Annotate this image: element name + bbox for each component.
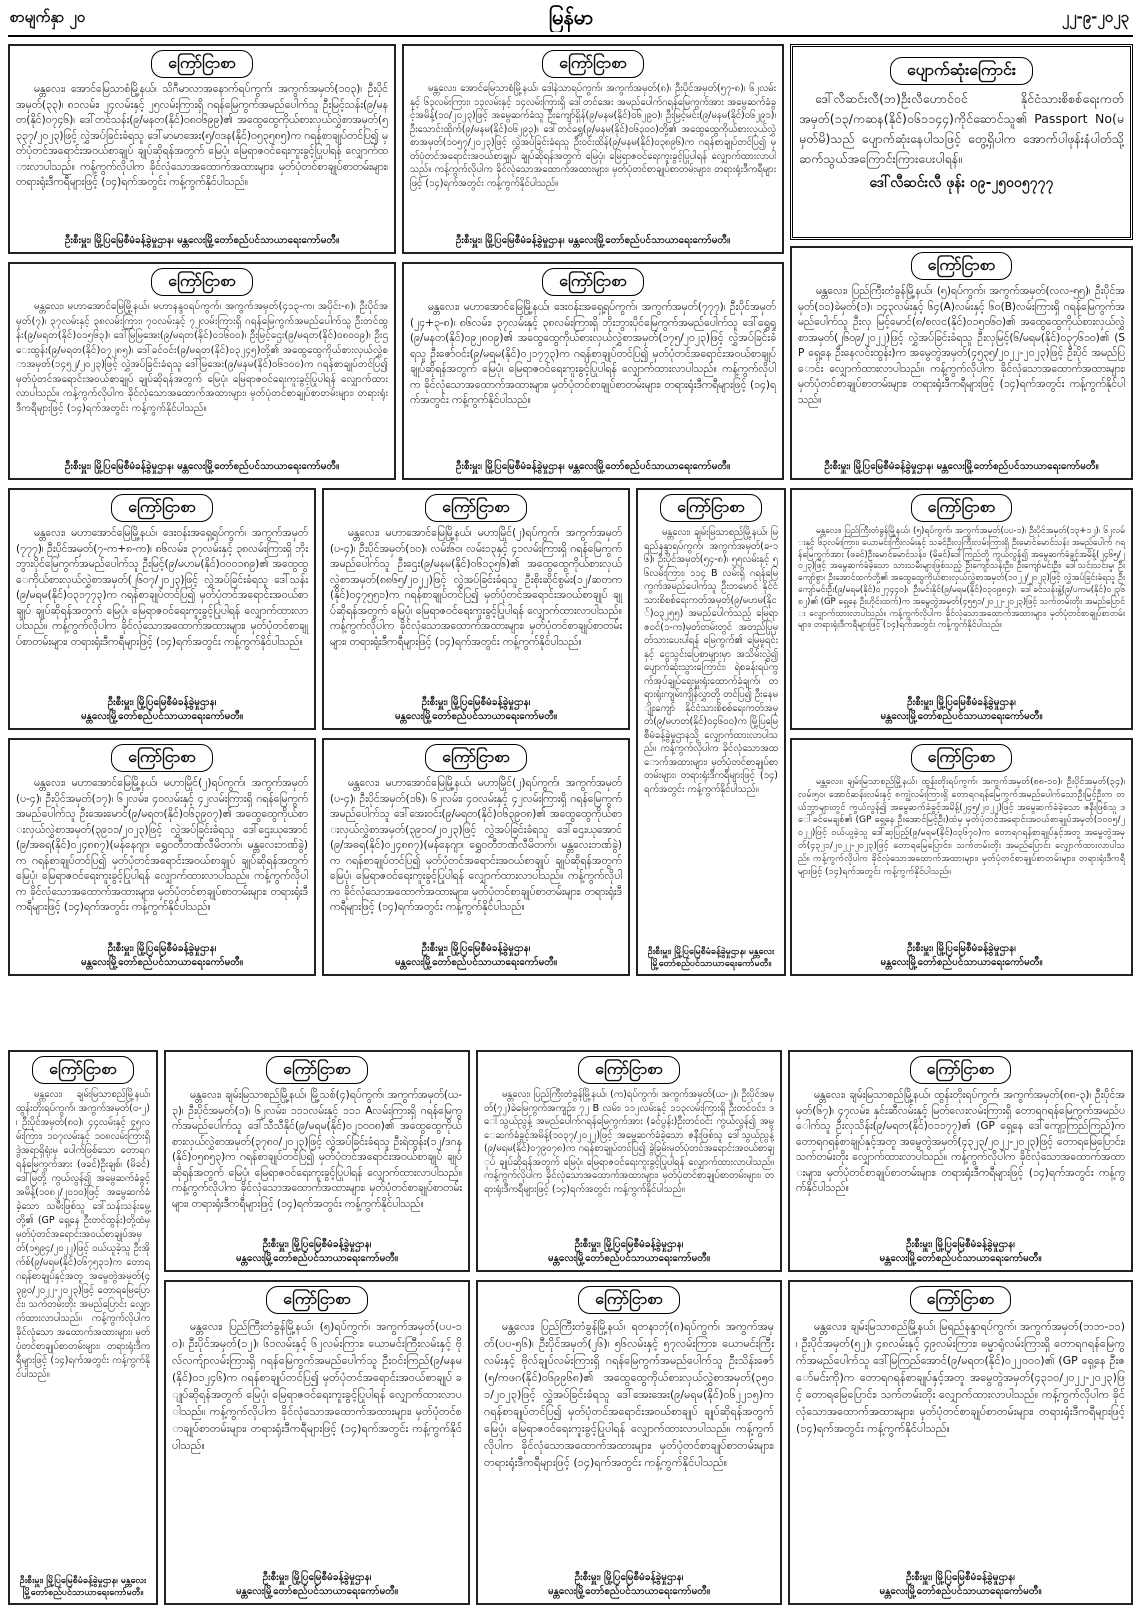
notice-signature-line-1: ဦးစီးမှူး၊ မြို့ပြမြေစီမံခန့်ခွဲမှုဌာန၊ bbox=[262, 1572, 372, 1583]
notice-body: မန္တလေး၊ ပြည်ကြီးတံခွန်မြို့နယ်၊ (၅)ရပ်ကွက်၊ အကွက်အမှတ်(ပပ-၁)၊ ဦးပိုင်အမှတ်(၁၃+၁၂)၊ ၆၂လမ်းနှင့် ၆၃လမ်းကြား၊ ယောမင်းကြီးလမ်းနှင့် သခင်ဦးလှကြီးလမ်းကြားရှိ ဦးမောင်မောင်သန်း အမည်ပေါက် ဂရန်မြေကွက်အား (ဖခင်)ဦးမောင်မောင်သန်း၊ (မိခင်)ဒေါ်ကြည်တို့ ကွယ်လွန်၍ အမွေဆက်ခံခွင့်အမိန့်(၂၄၆၅/၂၀၂၃)ဖြင့် အမွေဆက်ခံခဲ့သော သားသမီးများဖြစ်သည့် ဦးကျော်သန်းဦး၊ ဦးကျော်မင်းဦး၊ ဒေါ်သင်းသင်းမူ၊ ဦးကျော်စွာ၊ ဦးအောင်ထက်တို့၏ အထွေထွေကိုယ်စားလှယ်လွှဲစာအမှတ်(၁၀၂၂/၂၀၂၃)ဖြင့် လွှဲအပ်ခြင်းခံရသူ ဦးကျော်မင်းဦး(၉/မရမ(နိုင်)၀၂၇၄၄၀)၊ ဦးမင်းနိုင်(၉/မရမ(နိုင်)၀၃၀၉၈၄)၊ ဒေါ်ခင်သန်းနွဲ့(၉/ပကမ(နိုင်)၀၂၃၆၈၂)၏ (GP ရှေ့နေ ဦးဟိုင်းထက်)က အမွေတွဲအမှတ်(၄၅၅၁/၂၀၂၂-၂၀၂၃)ဖြင့် သက်တမ်းတိုး အမည်ပြောင်း လျှောက်ထားလာပါသည်။ ကန့်ကွက်လိုပါက ခိုင်လုံသောအထောက်အထားများ၊ မှတ်ပုံတင်စာချုပ်စာတမ်းများ၊ တရားရုံးဒီကရီများဖြင့် (၁၄)ရက်အတွင်း ကန့်ကွက်နိုင်ပါသည်။ bbox=[798, 526, 1125, 631]
notice-title: ကြော်ငြာစာ bbox=[425, 494, 527, 522]
notice-11 bbox=[322, 738, 630, 976]
notice-title: ကြော်ငြာစာ bbox=[151, 268, 253, 296]
notice-title: ကြော်ငြာစာ bbox=[151, 50, 253, 78]
lost-notice bbox=[790, 44, 1133, 240]
lost-notice-title: ပျောက်ဆုံးကြောင်း bbox=[890, 57, 1033, 85]
notice-10 bbox=[8, 738, 316, 976]
notice-body: မန္တလေး၊ ချမ်းမြသာစည်မြို့နယ်၊ မြရည်နန္ဒာရပ်ကွက်၊ အကွက်အမှတ်(ခ-၁၆)၊ ဦးပိုင်အမှတ်(၅၄-၈)၊ ၅၅လမ်းနှင့် ၅၆လမ်းကြား၊ ၁၁၄ B လမ်းရှိ ဂရန်မြေကွက်အမည်ပေါက်သူ ဦးဘမောင် နိုင်ငံသားစိစစ်ရေးကတ်အမှတ်(၉/မဟမ(နိုင်)၀၃၂၅၅) အမည်ပေါက်သည့် မြေရာဇဝင်(၁-က)မှတ်တမ်းတွင် အတည်ပြုမှတ်သားပေးပါရန် မြေကွက်၏ မြေမူရင်းနှင့် ငွေသွင်းပြေစာများမှာ အသိမ်းလွှဲ၍ ပျောက်ဆုံးသွားကြောင်း၊ ရဲစခန်းရပ်ကွက်အုပ်ချုပ်ရေးမှူးရုံးထောက်ခံချက်၊ တရားရုံးကျမ်းကျိန်လွှာတို့ တင်ပြ၍ ဦးနေမျိုးကျော် နိုင်ငံသားစိစစ်ရေးကတ်အမှတ်(၉/မဟတ(နိုင်)၀၄၆၀၀)က မြို့ပြမြေစီမံခန့်ခွဲမှုဌာနသို့ လျှောက်ထားလာပါသည်။ ကန့်ကွက်လိုပါက ခိုင်လုံသောအထောက်အထားများ၊ မှတ်ပုံတင်စာချုပ်စာတမ်းများ၊ တရားရုံးဒီကရီများဖြင့် (၁၄)ရက်အတွင်း ကန့်ကွက်နိုင်ပါသည်။ bbox=[644, 527, 778, 795]
notice-signature-line-2: မန္တလေးမြို့တော်စည်ပင်သာယာရေးကော်မတီ။ bbox=[879, 1253, 1042, 1264]
notice-signature-line-2: မန္တလေးမြို့တော်စည်ပင်သာယာရေးကော်မတီ။ bbox=[547, 1253, 711, 1264]
notice-signature-line-2: မန္တလေးမြို့တော်စည်ပင်သာယာရေးကော်မတီ။ bbox=[394, 711, 558, 722]
notice-13 bbox=[8, 1050, 158, 1605]
notice-title: ကြော်ငြာစာ bbox=[578, 1056, 680, 1084]
notice-signature-line-2: မန္တလေးမြို့တော်စည်ပင်သာယာရေးကော်မတီ။ bbox=[394, 957, 558, 968]
notice-signature: ဦးစီးမှူး၊ မြို့ပြမြေစီမံခန့်ခွဲမှုဌာန၊ မန္တလေးမြို့တော်စည်ပင်သာယာရေးကော်မတီ။ bbox=[824, 461, 1099, 472]
notice-body: မန္တလေး၊ မဟာအောင်မြေမြို့နယ်၊ မဟာမြိုင်(၂)ရပ်ကွက်၊ အကွက်အမှတ်(ပ-၄)၊ ဦးပိုင်အမှတ်(၁၇)၊ ၆၂လမ်း၊ ၄၀လမ်းနှင့် ၄၂လမ်းကြားရှိ ဂရန်မြေကွက်အမည်ပေါက်သူ ဦးအေးမောင်(၉/မရတ(နိုင်)၀၆၃၉၀၇)၏ အထွေထွေကိုယ်စားလှယ်လွှဲစာအမှတ်(၃၉၁၁/၂၀၂၃)ဖြင့် လွှဲအပ်ခြင်းခံရသူ ဒေါ်ဌေးယုအောင်(၉/အဓရ(နိုင်)၀၂၄၈၈၇)(မန်နေဂျာ၊ ရွှေဝတီဘဏ်လီမိတက်၊ မန္တလေးဘဏ်ခွဲ)က ဂရန်စာချုပ်တင်ပြ၍ မှတ်ပုံတင်အရောင်းအဝယ်စာချုပ် ချုပ်ဆိုရန်အတွက် မြေပုံ၊ မြေရာဇဝင်ရေးကူးခွင့်ပြုပါရန် လျှောက်ထားလာပါသည်။ ကန့်ကွက်လိုပါက ခိုင်လုံသောအထောက်အထားများ၊ မှတ်ပုံတင်စာချုပ်စာတမ်းများ၊ တရားရုံးဒီကရီများဖြင့် (၁၄)ရက်အတွင်း ကန့်ကွက်နိုင်ပါသည်။ bbox=[16, 777, 308, 913]
notice-signature-line-2: မန္တလေးမြို့တော်စည်ပင်သာယာရေးကော်မတီ။ bbox=[880, 957, 1043, 968]
notice-signature-line-1: ဦးစီးမှူး၊ မြို့ပြမြေစီမံခန့်ခွဲမှုဌာန၊ bbox=[907, 943, 1016, 954]
notice-signature: ဦးစီးမှူး၊ မြို့ပြမြေစီမံခန့်ခွဲမှုဌာန၊ မန္တလေးမြို့တော်စည်ပင်သာယာရေးကော်မတီ။ bbox=[19, 1576, 147, 1598]
notice-title: ကြော်ငြာစာ bbox=[266, 1286, 368, 1314]
notice-signature-line-1: ဦးစီးမှူး၊ မြို့ပြမြေစီမံခန့်ခွဲမှုဌာန၊ bbox=[906, 1572, 1015, 1583]
notice-signature-line-1: ဦးစီးမှူး၊ မြို့ပြမြေစီမံခန့်ခွဲမှုဌာန၊ bbox=[262, 1239, 372, 1250]
notice-signature: ဦးစီးမှူး၊ မြို့ပြမြေစီမံခန့်ခွဲမှုဌာန၊ မန္တလေးမြို့တော်စည်ပင်သာယာရေးကော်မတီ။ bbox=[455, 235, 731, 246]
notice-signature-line-1: ဦးစီးမှူး၊ မြို့ပြမြေစီမံခန့်ခွဲမှုဌာန၊ bbox=[907, 697, 1016, 708]
notice-19 bbox=[788, 1280, 1133, 1605]
notice-body: မန္တလေး၊ ချမ်းမြသာစည်မြို့နယ်၊ မြို့သစ်(၄)ရပ်ကွက်၊ အကွက်အမှတ်(ယ-၃)၊ ဦးပိုင်အမှတ်(၁)၊ ၆၂လမ်း၊ ၁၁၁လမ်းနှင့် ၁၁၁ Aလမ်းကြားရှိ ဂရန်မြေကွက်အမည်ပေါက်သူ ဒေါ်သီသီနိုင်(၉/မရမ(နိုင်)၀၂၁၀၀၈)၏ အထွေထွေကိုယ်စားလှယ်လွှဲစာအမှတ်(၃၇၈၀/၂၀၂၃)ဖြင့် လွှဲအပ်ခြင်းခံရသူ ဦးရဲထွန်း(၁၂/ဒဂန(နိုင်)၀၅၈၅၃)က ဂရန်စာချုပ်တင်ပြ၍ မှတ်ပုံတင်အရောင်းအဝယ်စာချုပ် ချုပ်ဆိုရန်အတွက် မြေပုံ၊ မြေရာဇဝင်ရေးကူးခွင့်ပြုပါရန် လျှောက်ထားလာပါသည်။ ကန့်ကွက်လိုပါက ခိုင်လုံသောအထောက်အထားများ၊ မှတ်ပုံတင်စာချုပ်စာတမ်းများ၊ တရားရုံးဒီကရီများဖြင့် (၁၄)ရက်အတွင်း ကန့်ကွက်နိုင်ပါသည်။ bbox=[172, 1089, 462, 1210]
notice-body: မန္တလေး၊ ပြည်ကြီးတံခွန်မြို့နယ်၊ ရတနာဘုံ(၈)ရပ်ကွက်၊ အကွက်အမှတ်(ပပ-၅၆)၊ ဦးပိုင်အမှတ်(၂၆)၊ ၅၆လမ်းနှင့် ၅၇လမ်းကြား၊ ယောမင်းကြီးလမ်းနှင့် ဗိုလ်ချုပ်လမ်းကြားရှိ ဂရန်မြေကွက်အမည်ပေါက်သူ ဦးသိန်းဇော်(၅/ကဖဂ(နိုင်)၀၆၉၉၆၈)၏ အထွေထွေကိုယ်စားလှယ်လွှဲစာအမှတ်(၃၅၀၁/၂၀၂၃)ဖြင့် လွှဲအပ်ခြင်းခံရသူ ဒေါ်အေးအေး(၉/မရမ(နိုင်)၀၆၂၂၁၅)က ဂရန်စာချုပ်တင်ပြ၍ မှတ်ပုံတင်အရောင်းအဝယ်စာချုပ် ချုပ်ဆိုရန်အတွက် မြေပုံ၊ မြေရာဇဝင်ရေးကူးခွင့်ပြုပါရန် လျှောက်ထားလာပါသည်။ ကန့်ကွက်လိုပါက ခိုင်လုံသောအထောက်အထားများ၊ မှတ်ပုံတင်စာချုပ်စာတမ်းများ၊ တရားရုံးဒီကရီများဖြင့် (၁၄)ရက်အတွင်း ကန့်ကွက်နိုင်ပါသည်။ bbox=[484, 1320, 774, 1469]
notice-signature-line-1: ဦးစီးမှူး၊ မြို့ပြမြေစီမံခန့်ခွဲမှုဌာန၊ bbox=[107, 697, 217, 708]
notice-signature-line-1: ဦးစီးမှူး၊ မြို့ပြမြေစီမံခန့်ခွဲမှုဌာန၊ bbox=[906, 1239, 1015, 1250]
notice-signature: ဦးစီးမှူး၊ မြို့ပြမြေစီမံခန့်ခွဲမှုဌာန၊ မန္တလေးမြို့တော်စည်ပင်သာယာရေးကော်မတီ။ bbox=[64, 461, 340, 472]
issue-date: ၂၂-၉-၂၀၂၃ bbox=[1061, 8, 1129, 26]
notice-title: ကြော်ငြာစာ bbox=[266, 1056, 368, 1084]
notice-18 bbox=[476, 1280, 782, 1605]
notice-5 bbox=[402, 262, 784, 480]
notice-7 bbox=[322, 488, 630, 730]
notice-title: ကြော်ငြာစာ bbox=[542, 268, 644, 296]
notice-8 bbox=[636, 488, 786, 976]
lost-notice-body: ဒေါ်လီဆင်းလီ(ဘ)ဦးလီဟောင်ဝင် နိုင်ငံသားစိစစ်ရေးကတ်အမှတ်(၁၃/ကဆန(နိုင်)၀၆၁၁၄၄)ကိုင်ဆောင်သူ၏ Passport No(မမှတ်မိ)သည် ပျောက်ဆုံးနေပါသဖြင့် တွေ့ရှိပါက အောက်ပါဖုန်းနံပါတ်သို့ ဆက်သွယ်အကြောင်းကြားပေးပါရန်။ bbox=[799, 91, 1124, 166]
page-number: စာမျက်နှာ ၂၀ bbox=[10, 8, 86, 26]
notice-signature-line-2: မန္တလေးမြို့တော်စည်ပင်သာယာရေးကော်မတီ။ bbox=[880, 711, 1043, 722]
notice-6 bbox=[8, 488, 316, 730]
notice-title: ကြော်ငြာစာ bbox=[111, 494, 213, 522]
header-rule bbox=[8, 35, 1133, 37]
notice-1 bbox=[8, 44, 396, 254]
notice-15 bbox=[476, 1050, 782, 1272]
masthead-logo-text: မြန်မာ bbox=[548, 5, 594, 29]
notice-2 bbox=[402, 44, 784, 254]
notice-title: ကြော်ငြာစာ bbox=[660, 494, 762, 522]
notice-signature-line-1: ဦးစီးမှူး၊ မြို့ပြမြေစီမံခန့်ခွဲမှုဌာန၊ bbox=[574, 1239, 684, 1250]
notice-body: မန္တလေး၊ မဟာအောင်မြေမြို့နယ်၊ ဒေးဝန်းအရှေ့ရပ်ကွက်၊ အကွက်အမှတ်(၇၇၇)၊ ဦးပိုင်အမှတ်(၇-က+၈-က)၊ ၈၆လမ်း၊ ၃၇လမ်းနှင့် ၃၈လမ်းကြားရှိ ဘိုးဘွားပိုင်မြေကွက်အမည်ပေါက်သူ ဦးမြင့်(၉/မဟမ(နိုင်)၀၀၀၁၈၉)၏ အထွေထွေကိုယ်စားလှယ်လွှဲစာအမှတ်(၂၆၀၇/၂၀၂၃)ဖြင့် လွှဲအပ်ခြင်းခံရသူ ဒေါ်သန်း(၉/မရမ(နိုင်)၀၃၁၇၇၃)က ဂရန်စာချုပ်တင်ပြ၍ မှတ်ပုံတင်အရောင်းအဝယ်စာချုပ် ချုပ်ဆိုရန်အတွက် မြေပုံ၊ မြေရာဇဝင်ရေးကူးခွင့်ပြုပါရန် လျှောက်ထားလာပါသည်။ ကန့်ကွက်လိုပါက ခိုင်လုံသောအထောက်အထားများ၊ မှတ်ပုံတင်စာချုပ်စာတမ်းများ၊ တရားရုံးဒီကရီများဖြင့် (၁၄)ရက်အတွင်း ကန့်ကွက်နိုင်ပါသည်။ bbox=[16, 527, 308, 648]
notice-17 bbox=[164, 1280, 470, 1605]
notice-body: မန္တလေး၊ ချမ်းမြသာစည်မြို့နယ်၊ ထွန်းတိုးရပ်ကွက်၊ အကွက်အမှတ်(ဝ-၂)၊ ဦးပိုင်အမှတ်(၈၀)၊ ၄၄လမ်းနှင့် ၄၅လမ်းကြား၊ ၁၀၇လမ်းနှင့် ၁၀၈လမ်းကြားရှိ ဒွဲအရာရှိရုံးမှ ပေါက်ဖြစ်သော တောရဂရန်မြေကွက်အား (ဖခင်)ဦးချစ်၊ (မိခင်)ဒေါ်မြတို့ ကွယ်လွန်၍ အမွေဆက်ခံခွင့်အမိန့်(၁၀၈၂/၂၀၁၀)ဖြင့် အမွေဆက်ခံခဲ့သော သမီးဖြစ်သူ ဒေါ်သန်းသန်းမွေ့တို့၏ (GP ရှေ့နေ ဦးတင်ထွန်း)တို့ထံမှ မှတ်ပုံတင်အရောင်းအဝယ်စာချုပ်အမှတ်(၁၅၉၄/၂၀၂၂)ဖြင့် ဝယ်ယူခဲ့သူ ဦးအိုက်စ်(၉/မရမ(နိုင်)၀၆၇၅၃၁)က တောရဂရန်စာချုပ်နှင့်အတူ အမွေတွဲအမှတ်(၄၃၉၀/၂၀၂၂-၂၀၂၃)ဖြင့် တောရမြေပြောင်း၊ သက်တမ်းတိုး အမည်ပြောင်း လျှောက်ထားလာပါသည်။ ကန့်ကွက်လိုပါက ခိုင်လုံသော အထောက်အထားများ၊ မှတ်ပုံတင်စာချုပ်စာတမ်းများ၊ တရားရုံးဒီကရီများဖြင့် (၁၄)ရက်အတွင်း ကန့်ကွက်နိုင်ပါသည်။ bbox=[16, 1089, 150, 1380]
notice-title: ကြော်ငြာစာ bbox=[911, 252, 1013, 280]
notice-title: ကြော်ငြာစာ bbox=[542, 50, 644, 78]
notice-4 bbox=[8, 262, 396, 480]
notice-body: မန္တလေး၊ ချမ်းမြသာစည်မြို့နယ်၊ ထွန်းတိုးရပ်ကွက်၊ အကွက်အမှတ်(၈၈-၁၀)၊ ဦးပိုင်အမှတ်(၃၄)၊ လမ်း၅၀၊ အောင်ဆန်းလမ်းနှင့် ၈ကျွဲလမ်းကြားရှိ တောရဂရန်မြေကွက်အမည်ပေါက်သောဦးမြင့်ဦးက တယ်ဘွာများတွင် ကွယ်လွန်၍ အမွေဆက်ခံခွင့်အမိန့်(၂၄၅/၂၀၂၂)ဖြင့် အမွေဆက်ခံခဲ့သော ဇနီးဖြစ်သူ ဒေါ်ခင်မေချစ်၏ (GP ရှေ့နေ ဦးအောင်မြင့်ဦး)ထံမှ မှတ်ပုံတင်အရောင်းအဝယ်စာချုပ်အမှတ်(၁၀၀၅/၂၀၂၂)ဖြင့် ဝယ်ယူခဲ့သူ ဒေါ်ဆုပြည့်(၉/မရမ(နိုင်)၀၃၆၇၀)က တောရဂရန်စာချုပ်နှင့်အတူ အမွေတွဲအမှတ်(၄၃၂၁/၂၀၂၂-၂၀၂၃)ဖြင့် တောရမြေပြောင်း၊ သက်တမ်းတိုး အမည်ပြောင်း လျှောက်ထားလာပါသည်။ ကန့်ကွက်လိုပါက ခိုင်လုံသောအထောက်အထားများ၊ မှတ်ပုံတင်စာချုပ်စာတမ်းများ၊ တရားရုံးဒီကရီများဖြင့် (၁၄)ရက်အတွင်း ကန့်ကွက်နိုင်ပါသည်။ bbox=[798, 777, 1125, 877]
notice-signature-line-2: မန္တလေးမြို့တော်စည်ပင်သာယာရေးကော်မတီ။ bbox=[235, 1253, 399, 1264]
notice-12 bbox=[790, 738, 1133, 976]
notice-title: ကြော်ငြာစာ bbox=[111, 744, 213, 772]
notice-body: မန္တလေး၊ အောင်မြေသာစံမြို့နယ်၊ သိဂီမာလာအနောက်ရပ်ကွက်၊ အကွက်အမှတ်(၁၀၃)၊ ဦးပိုင်အမှတ်(၃၃)၊ ၈၁လမ်း၊ ၂၄လမ်းနှင့် ၂၅လမ်းကြားရှိ ဂရန်မြေကွက်အမည်ပေါက်သူ ဦးမြင့်သန်း(၉/မနတ(နိုင်)၀၇၄၆)၊ ဒေါ်တင်သန်း(၉/မနတ(နိုင်)၀၈၀၆၉၉)၏ အထွေထွေကိုယ်စားလှယ်လွှဲစာအမှတ်(၅၃၃၇/၂၀၂၃)ဖြင့် လွှဲအပ်ခြင်းခံရသူ ဒေါ်မာမာအေး(၅/ဝဒန(နိုင်)၀၅၃၅၈၅)က ဂရန်စာချုပ်တင်ပြ၍ မှတ်ပုံတင်အရောင်းအဝယ်စာချုပ် ချုပ်ဆိုရန်အတွက် မြေပုံ၊ မြေရာဇဝင်ရေးကူးခွင့်ပြုပါရန် လျှောက်ထားလာပါသည်။ ကန့်ကွက်လိုပါက ခိုင်လုံသောအထောက်အထားများ၊ မှတ်ပုံတင်စာချုပ်စာတမ်းများ၊ တရားရုံးဒီကရီများဖြင့် (၁၄)ရက်အတွင်း ကန့်ကွက်နိုင်ပါသည်။ bbox=[16, 83, 388, 188]
notice-title: ကြော်ငြာစာ bbox=[425, 744, 527, 772]
notice-body: မန္တလေး၊ မဟာအောင်မြေမြို့နယ်၊ မဟာမြိုင်(၂)ရပ်ကွက်၊ အကွက်အမှတ်(ပ-၄)၊ ဦးပိုင်အမှတ်(၁၆)၊ ၆၂လမ်း၊ ၄၀လမ်းနှင့် ၄၂လမ်းကြားရှိ ဂရန်မြေကွက်အမည်ပေါက်သူ ဒေါ်အေးဝင်း(၉/မရတ(နိုင်)၀၆၃၉၀၈)၏ အထွေထွေကိုယ်စားလှယ်လွှဲစာအမှတ်(၃၉၁၀/၂၀၂၃)ဖြင့် လွှဲအပ်ခြင်းခံရသူ ဒေါ်ဌေးယုအောင်(၉/အဓရ(နိုင်)၀၂၄၈၈၇)(မန်နေဂျာ၊ ရွှေဝတီဘဏ်လီမိတက်၊ မန္တလေးဘဏ်ခွဲ)က ဂရန်စာချုပ်တင်ပြ၍ မှတ်ပုံတင်အရောင်းအဝယ်စာချုပ် ချုပ်ဆိုရန်အတွက် မြေပုံ၊ မြေရာဇဝင်ရေးကူးခွင့်ပြုပါရန် လျှောက်ထားလာပါသည်။ ကန့်ကွက်လိုပါက ခိုင်လုံသောအထောက်အထားများ၊ မှတ်ပုံတင်စာချုပ်စာတမ်းများ၊ တရားရုံးဒီကရီများဖြင့် (၁၄)ရက်အတွင်း ကန့်ကွက်နိုင်ပါသည်။ bbox=[330, 777, 622, 913]
notice-9 bbox=[790, 488, 1133, 730]
notice-body: မန္တလေး၊ ပြည်ကြီးတံခွန်မြို့နယ်၊ (၅)ရပ်ကွက်၊ အကွက်အမှတ်(လလ-၅၅)၊ ဦးပိုင်အမှတ်(၁၁)ခဲမှတ်(၁)၊ ၁၄၃လမ်းနှင့် ၆၄(A)လမ်းနှင့် ၆၀(B)လမ်းကြားရှိ ဂရန်မြေကွက်အမည်ပေါက်သူ ဦးလှ မြင့်မောင်(၈/စလင(နိုင်)၀၁၅၁၆၀)၏ အထွေထွေကိုယ်စားလှယ်လွှဲစာအမှတ်(၂၆၀၉/၂၀၂၂)ဖြင့် လွှဲအပ်ခြင်းခံရသူ ဦးလှမြင့်(၆/မရမ(နိုင်)၀၃၇၆၁၀)၏ (SP ရှေ့နေ ဦးနေလင်းထွန်း)က အမွေတွဲအမှတ်(၄၅၃၅/၂၀၂၂-၂၀၂၃)ဖြင့် ဦးပိုင် အမည်ပြောင်း လျှောက်ထားလာပါသည်။ ကန့်ကွက်လိုပါက ခိုင်လုံသောအထောက်အထားများ၊ မှတ်ပုံတင်စာချုပ်စာတမ်းများ၊ တရားရုံးဒီကရီများဖြင့် (၁၄)ရက်အတွင်း ကန့်ကွက်နိုင်ပါသည်။ bbox=[798, 285, 1125, 406]
notice-body: မန္တလေး၊ မဟာအောင်မြေမြို့နယ်၊ ဒေးဝန်းအရှေ့ရပ်ကွက်၊ အကွက်အမှတ်(၇၇၇)၊ ဦးပိုင်အမှတ်(၂၄+၃-၈)၊ ၈၆လမ်း၊ ၃၇လမ်းနှင့် ၃၈လမ်းကြားရှိ ဘိုးဘွားပိုင်မြေကွက်အမည်ပေါက်သူ ဒေါ်ရွှေရှု(၉/မနတ(နိုင်)၀၉၂၈၀၉)၏ အထွေထွေကိုယ်စားလှယ်လွှဲစာအမှတ်(၁၇၅/၂၀၂၃)ဖြင့် လွှဲအပ်ခြင်းခံရသူ ဦးဇော်ဝင်း(၉/မရမ(နိုင်)၀၂၁၇၇၃)က ဂရန်စာချုပ်တင်ပြ၍ မှတ်ပုံတင်အရောင်းအဝယ်စာချုပ် ချုပ်ဆိုရန်အတွက် မြေပုံ၊ မြေရာဇဝင်ရေးကူးခွင့်ပြုပါရန် လျှောက်ထားလာပါသည်။ ကန့်ကွက်လိုပါက ခိုင်လုံသောအထောက်အထားများ၊ မှတ်ပုံတင်စာချုပ်စာတမ်းများ၊ တရားရုံးဒီကရီများဖြင့် (၁၄)ရက်အတွင်း ကန့်ကွက်နိုင်ပါသည်။ bbox=[410, 301, 776, 406]
notice-signature-line-2: မန္တလေးမြို့တော်စည်ပင်သာယာရေးကော်မတီ။ bbox=[80, 957, 244, 968]
notice-title: ကြော်ငြာစာ bbox=[32, 1056, 134, 1084]
notice-title: ကြော်ငြာစာ bbox=[911, 494, 1013, 522]
notice-signature-line-1: ဦးစီးမှူး၊ မြို့ပြမြေစီမံခန့်ခွဲမှုဌာန၊ bbox=[421, 943, 531, 954]
masthead-logo bbox=[516, 4, 626, 32]
notice-body: မန္တလေး၊ ပြည်ကြီးတံခွန်မြို့နယ်၊ (၅)ရပ်ကွက်၊ အကွက်အမှတ်(ပပ-၁၀)၊ ဦးပိုင်အမှတ်(၁၂)၊ ၆၁လမ်းနှင့် ၆၂လမ်းကြား၊ ယောမင်းကြီးလမ်းနှင့် ဗိုလ်လက်ျာလမ်းကြားရှိ ဂရန်မြေကွက်အမည်ပေါက်သူ ဦးဝင်းကြည်(၉/မနမ(နိုင်)၀၁၂၄၆)က ဂရန်စာချုပ်တင်ပြ၍ မှတ်ပုံတင်အရောင်းအဝယ်စာချုပ် ချုပ်ဆိုရန်အတွက် မြေပုံ၊ မြေရာဇဝင်ရေးကူးခွင့်ပြုပါရန် လျှောက်ထားလာပါသည်။ ကန့်ကွက်လိုပါက ခိုင်လုံသောအထောက်အထားများ၊ မှတ်ပုံတင်စာချုပ်စာတမ်းများ၊ တရားရုံးဒီကရီများဖြင့် (၁၄)ရက်အတွင်း ကန့်ကွက်နိုင်ပါသည်။ bbox=[172, 1320, 462, 1452]
notice-signature-line-1: ဦးစီးမှူး၊ မြို့ပြမြေစီမံခန့်ခွဲမှုဌာန၊ bbox=[574, 1572, 684, 1583]
notice-body: မန္တလေး၊ အောင်မြေသာစံမြို့နယ်၊ ဒေါနဲသာရပ်ကွက်၊ အကွက်အမှတ်(၈)၊ ဦးပိုင်အမှတ်(၅၇-၈)၊ ၆၂လမ်းနှင့် ၆၃လမ်းကြား၊ ၁၃လမ်းနှင့် ၁၄လမ်းကြားရှိ ဒေါ်တင်အေး အမည်ပေါက်ဂရန်မြေကွက်အား အမွေဆက်ခံခွင့်အမိန့်(၁၀/၂၀၂၃)ဖြင့် အမွေဆက်ခံသူ ဦးကျော်ရှိန်(၉/မနမ(နိုင်)၀၆၂၉၀)၊ ဦးမြင့်မင်း(၉/မနမ(နိုင်)၀၆၂၉၁)၊ ဦးသောင်းထိုက်(၉/မနမ(နိုင်)၀၆၂၉၃)၊ ဒေါ်တင်ရွှေ(၉/မနမ(နိုင်)၀၆၃၀၀)တို့၏ အထွေထွေကိုယ်စားလှယ်လွှဲစာအမှတ်(၁၀၅၇/၂၀၂၃)ဖြင့် လွှဲအပ်ခြင်းခံရသူ ဦးဝင်းထိန်(၉/မနမ(နိုင်)၀၃၈၉၆)က ဂရန်စာချုပ်တင်ပြ၍ မှတ်ပုံတင်အရောင်းအဝယ်စာချုပ် ချုပ်ဆိုရန်အတွက် မြေပုံ၊ မြေရာဇဝင်ရေးကူးခွင့်ပြုပါရန် လျှောက်ထားလာပါသည်။ ကန့်ကွက်လိုပါက ခိုင်လုံသောအထောက်အထားများ၊ မှတ်ပုံတင်စာချုပ်စာတမ်းများ၊ တရားရုံးဒီကရီများဖြင့် (၁၄)ရက်အတွင်း ကန့်ကွက်နိုင်ပါသည်။ bbox=[410, 83, 776, 189]
notice-signature: ဦးစီးမှူး၊ မြို့ပြမြေစီမံခန့်ခွဲမှုဌာန၊ မန္တလေးမြို့တော်စည်ပင်သာယာရေးကော်မတီ။ bbox=[64, 235, 340, 246]
notice-body: မန္တလေး၊ မဟာအောင်မြေမြို့နယ်၊ မဟာနန္ဒဝရပ်ကွက်၊ အကွက်အမှတ်(၄၁၃-က၊ အပိုင်း-၈)၊ ဦးပိုင်အမှတ်(၇)၊ ၃၇လမ်းနှင့် ၃၈လမ်းကြား၊ ၇၀လမ်းနှင့် ၇၂လမ်းကြားရှိ ဂရန်မြေကွက်အမည်ပေါက်သူ ဦးတင်ထွန်း(၉/မရတ(နိုင်)၀၁၅၆၃)၊ ဒေါ်မြမြအေး(၉/မရတ(နိုင်)၀၁၆၀၀)၊ ဦးမြင့်ဌေး(၉/မရတ(နိုင်)၀၈၀၀၉)၊ ဦးဌေးထွန်း(၉/မရတ(နိုင်)၀၇၂၈၅)၊ ဒေါ်ခင်ဝင်း(၉/မရတ(နိုင်)၀၃၂၄၅)တို့၏ အထွေထွေကိုယ်စားလှယ်လွှဲစာအမှတ်(၁၄၅၂/၂၀၂၃)ဖြင့် လွှဲအပ်ခြင်းခံရသူ ဒေါ်မြအေး(၉/မနမ(နိုင်)၀၆၁၀၀)က ဂရန်စာချုပ်တင်ပြ၍ မှတ်ပုံတင်အရောင်းအဝယ်စာချုပ် ချုပ်ဆိုရန်အတွက် မြေပုံ၊ မြေရာဇဝင်ရေးကူးခွင့်ပြုပါရန် လျှောက်ထားလာပါသည်။ ကန့်ကွက်လိုပါက ခိုင်လုံသောအထောက်အထားများ၊ မှတ်ပုံတင်စာချုပ်စာတမ်းများ၊ တရားရုံးဒီကရီများဖြင့် (၁၄)ရက်အတွင်း ကန့်ကွက်နိုင်ပါသည်။ bbox=[16, 301, 388, 414]
notice-16 bbox=[788, 1050, 1133, 1272]
notice-body: မန္တလေး၊ ပြည်ကြီးတံခွန်မြို့နယ်၊ (က)ရပ်ကွက်၊ အကွက်အမှတ်(ယ-၂)၊ ဦးပိုင်အမှတ်(၇၂)ခဲမြေကွက်အကျဉ်း၊ ၇၂ B လမ်း၊ ၁၁၂လမ်းနှင့် ၁၁၃လမ်းကြားရှိ ဦးတင်ဝင်း၊ ဒေါ်သွယ်ညွန့် အမည်ပေါက်ဂရန်မြေကွက်အား (ခင်ပွန်း)ဦးတင်ဝင်း ကွယ်လွန်၍ အမွေဆက်ခံခွင့်အမိန့်(၁၀၃၇/၂၀၂၂)ဖြင့် အမွေဆက်ခံခဲ့သော ဇနီးဖြစ်သူ ဒေါ်သွယ်ညွန့်(၉/မရမ(နိုင်)၀၇၉၀၇၈)က ဂရန်စာချုပ်တင်ပြ၍ ခွဲခြမ်းမှတ်ပုံတင်အရောင်းအဝယ်စာချုပ် ချုပ်ဆိုရန်အတွက် မြေပုံ၊ မြေရာဇဝင်ရေးကူးခွင့်ပြုပါရန် လျှောက်ထားလာပါသည်။ ကန့်ကွက်လိုပါက ခိုင်လုံသောအထောက်အထားများ၊ မှတ်ပုံတင်စာချုပ်စာတမ်းများ၊ တရားရုံးဒီကရီများဖြင့် (၁၄)ရက်အတွင်း ကန့်ကွက်နိုင်ပါသည်။ bbox=[484, 1089, 774, 1195]
notice-body: မန္တလေး၊ ချမ်းမြသာစည်မြို့နယ်၊ ထွန်းတိုးရပ်ကွက်၊ အကွက်အမှတ်(၈၈-၃)၊ ဦးပိုင်အမှတ်(၆၇)၊ ၄၇လမ်း၊ နှင်းဆီလမ်းနှင့် မြတ်လေးလမ်းကြားရှိ တောရဂရန်မြေကွက်အမည်ပေါက်သူ ဦးလှသိန်း(၉/မရတ(နိုင်)၀၁၁၇၇)၏ (GP ရှေ့နေ ဒေါ်ကျော့ကြည်ကြည်)က တောရဂရန်စာချုပ်နှင့်အတူ အမွေတွဲအမှတ်(၄၃၂၃/၂၀၂၂-၂၀၂၃)ဖြင့် တောရမြေပြောင်း၊ သက်တမ်းတိုး လျှောက်ထားလာပါသည်။ ကန့်ကွက်လိုပါက ခိုင်လုံသောအထောက်အထားများ၊ မှတ်ပုံတင်စာချုပ်စာတမ်းများ၊ တရားရုံးဒီကရီများဖြင့် (၁၄)ရက်အတွင်း ကန့်ကွက်နိုင်ပါသည်။ bbox=[796, 1089, 1125, 1194]
notice-signature-line-1: ဦးစီးမှူး၊ မြို့ပြမြေစီမံခန့်ခွဲမှုဌာန၊ bbox=[107, 943, 217, 954]
notice-title: ကြော်ငြာစာ bbox=[578, 1286, 680, 1314]
notice-signature-line-2: မန္တလေးမြို့တော်စည်ပင်သာယာရေးကော်မတီ။ bbox=[235, 1586, 399, 1597]
notice-signature: ဦးစီးမှူး၊ မြို့ပြမြေစီမံခန့်ခွဲမှုဌာန၊ မန္တလေးမြို့တော်စည်ပင်သာယာရေးကော်မတီ။ bbox=[647, 947, 775, 969]
notice-title: ကြော်ငြာစာ bbox=[911, 744, 1013, 772]
notice-signature-line-2: မန္တလေးမြို့တော်စည်ပင်သာယာရေးကော်မတီ။ bbox=[547, 1586, 711, 1597]
notice-signature-line-2: မန္တလေးမြို့တော်စည်ပင်သာယာရေးကော်မတီ။ bbox=[80, 711, 244, 722]
notice-title: ကြော်ငြာစာ bbox=[910, 1286, 1012, 1314]
notice-body: မန္တလေး၊ ချမ်းမြသာစည်မြို့နယ်၊ မြရည်နန္ဒာရပ်ကွက်၊ အကွက်အမှတ်(ဘဘ-၁၁)၊ ဦးပိုင်အမှတ်(၅၂)၊ ၄၈လမ်းနှင့် ၄၉လမ်းကြား၊ ဓမ္မာရုံလမ်းကြားရှိ တောရဂရန်မြေကွက်အမည်ပေါက်သူ ဒေါ်မြကြည်အောင်(၉/မရတ(နိုင်)၀၂၂၀၀၀)၏ (GP ရှေ့နေ ဦးဇော်မင်းကို)က တောရဂရန်စာချုပ်နှင့်အတူ အမွေတွဲအမှတ်(၄၃၁၀/၂၀၂၂-၂၀၂၃)ဖြင့် တောရမြေပြောင်း၊ သက်တမ်းတိုး လျှောက်ထားလာပါသည်။ ကန့်ကွက်လိုပါက ခိုင်လုံသောအထောက်အထားများ၊ မှတ်ပုံတင်စာချုပ်စာတမ်းများ၊ တရားရုံးဒီကရီများဖြင့် (၁၄)ရက်အတွင်း ကန့်ကွက်နိုင်ပါသည်။ bbox=[796, 1320, 1125, 1435]
notice-signature: ဦးစီးမှူး၊ မြို့ပြမြေစီမံခန့်ခွဲမှုဌာန၊ မန္တလေးမြို့တော်စည်ပင်သာယာရေးကော်မတီ။ bbox=[455, 461, 731, 472]
notice-signature-line-2: မန္တလေးမြို့တော်စည်ပင်သာယာရေးကော်မတီ။ bbox=[879, 1586, 1042, 1597]
notice-signature-line-1: ဦးစီးမှူး၊ မြို့ပြမြေစီမံခန့်ခွဲမှုဌာန၊ bbox=[421, 697, 531, 708]
notice-14 bbox=[164, 1050, 470, 1272]
notice-3 bbox=[790, 246, 1133, 480]
notice-body: မန္တလေး၊ မဟာအောင်မြေမြို့နယ်၊ မဟာမြိုင်(၂)ရပ်ကွက်၊ အကွက်အမှတ်(ပ-၄)၊ ဦးပိုင်အမှတ်(၁၀)၊ လမ်း၆၀၊ လမ်း၁၃နှင့် ၄၁လမ်းကြားရှိ ဂရန်မြေကွက်အမည်ပေါက်သူ ဦးဌေး(၉/မနမ(နိုင်)၀၆၁၃၅၆)၏ အထွေထွေကိုယ်စားလှယ်လွှဲစာအမှတ်(၈၈၆၅/၂၀၂၂)ဖြင့် လွှဲအပ်ခြင်းခံရသူ ဦးစိုးဆိုင်စွမ်း(၁၂/ဆတက(နိုင်)၀၄၇၅၅၁)က ဂရန်စာချုပ်တင်ပြ၍ မှတ်ပုံတင်အရောင်းအဝယ်စာချုပ် ချုပ်ဆိုရန်အတွက် မြေပုံ၊ မြေရာဇဝင်ရေးကူးခွင့်ပြုပါရန် လျှောက်ထားလာပါသည်။ ကန့်ကွက်လိုပါက ခိုင်လုံသောအထောက်အထားများ၊ မှတ်ပုံတင်စာချုပ်စာတမ်းများ၊ တရားရုံးဒီကရီများဖြင့် (၁၄)ရက်အတွင်း ကန့်ကွက်နိုင်ပါသည်။ bbox=[330, 527, 622, 648]
lost-notice-phone: ဒေါ်လီဆင်းလီ ဖုန်း ၀၉-၂၅၀၀၅၇၇၇ bbox=[869, 175, 1054, 191]
notice-title: ကြော်ငြာစာ bbox=[910, 1056, 1012, 1084]
